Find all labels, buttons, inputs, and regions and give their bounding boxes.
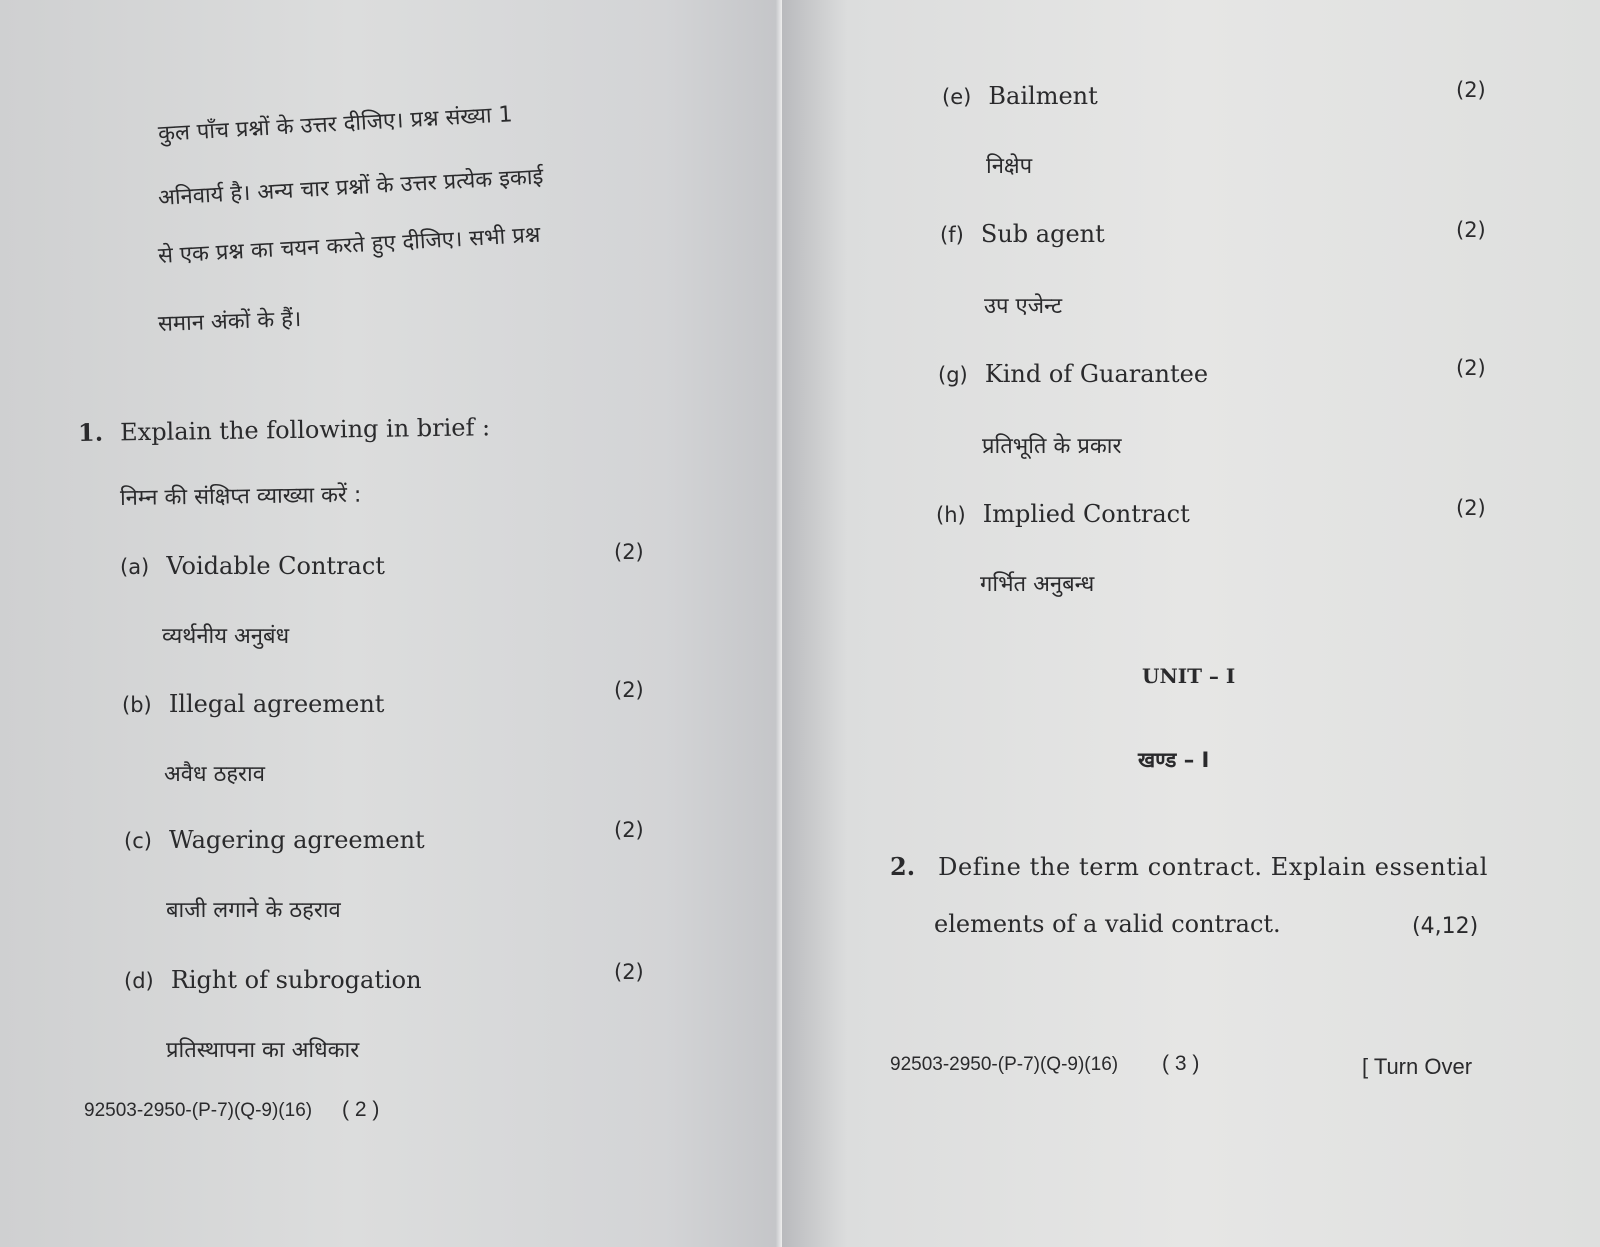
item-label: (c) (124, 829, 152, 853)
item-text-en: Kind of Guarantee (984, 360, 1209, 388)
item-marks: (2) (614, 960, 644, 984)
item-text-en: Right of subrogation (170, 966, 422, 994)
right-page (782, 0, 1600, 1247)
item-text-en: Bailment (988, 82, 1098, 110)
question-number: 2. (890, 852, 916, 881)
item-b (122, 690, 384, 718)
item-c (124, 826, 425, 854)
unit-heading-hi: खण्ड – I (1138, 748, 1210, 772)
question-text-line-1: Define the term contract. Explain essential (938, 853, 1488, 881)
page-number: ( 2 ) (342, 1098, 380, 1121)
question-number: 1. (77, 417, 104, 447)
item-marks: (2) (1456, 356, 1486, 380)
item-text-hi: उप एजेन्ट (984, 294, 1063, 319)
item-text-hi: अवैध ठहराव (164, 762, 265, 787)
item-text-en: Implied Contract (982, 500, 1190, 528)
turn-over: [ Turn Over (1362, 1054, 1473, 1079)
item-h (936, 500, 1190, 528)
question-text-en: Explain the following in brief : (119, 413, 491, 447)
item-a (120, 552, 385, 580)
instruction-line-4: समान अंकों के हैं। (157, 307, 302, 337)
item-text-en: Wagering agreement (169, 826, 425, 854)
instruction-line-2: अनिवार्य है। अन्य चार प्रश्नों के उत्तर प्रत्येक इकाई (157, 164, 544, 211)
item-text-en: Sub agent (980, 220, 1105, 248)
item-marks: (2) (1456, 78, 1486, 102)
item-label: (f) (940, 223, 964, 247)
page-number: ( 3 ) (1162, 1052, 1200, 1075)
item-marks: (2) (1456, 496, 1486, 520)
item-text-hi: निक्षेप (986, 154, 1033, 179)
item-d (124, 966, 422, 994)
question-text-hi: निम्न की संक्षिप्त व्याख्या करें : (119, 482, 362, 511)
paper-code: 92503-2950-(P-7)(Q-9)(16) (84, 1100, 313, 1121)
item-label: (d) (124, 969, 154, 993)
instruction-line-3: से एक प्रश्न का चयन करते हुए दीजिए। सभी प्रश्न (157, 222, 541, 269)
left-page (0, 0, 782, 1247)
item-label: (e) (942, 85, 972, 109)
question-1 (78, 412, 491, 447)
item-label: (g) (938, 363, 968, 387)
item-marks: (2) (614, 678, 644, 702)
instruction-line-1: कुल पाँच प्रश्नों के उत्तर दीजिए। प्रश्न संख्या 1 (157, 102, 514, 147)
paper-code: 92503-2950-(P-7)(Q-9)(16) (890, 1054, 1119, 1075)
item-e (942, 82, 1098, 110)
item-g (938, 360, 1208, 388)
item-label: (h) (936, 503, 966, 527)
item-marks: (2) (614, 540, 644, 564)
item-text-hi: गर्भित अनुबन्ध (980, 572, 1095, 597)
item-text-en: Voidable Contract (166, 552, 385, 580)
item-text-hi: प्रतिभूति के प्रकार (982, 434, 1122, 459)
unit-heading-en: UNIT – I (1142, 664, 1236, 688)
item-text-en: Illegal agreement (168, 690, 385, 718)
item-f (940, 220, 1105, 248)
question-text-line-2: elements of a valid contract. (934, 910, 1281, 938)
item-text-hi: व्यर्थनीय अनुबंध (162, 624, 290, 649)
item-text-hi: बाजी लगाने के ठहराव (166, 898, 341, 923)
item-marks: (2) (614, 818, 644, 842)
item-marks: (2) (1456, 218, 1486, 242)
question-2 (890, 852, 1488, 881)
item-text-hi: प्रतिस्थापना का अधिकार (166, 1038, 360, 1063)
item-label: (b) (122, 693, 152, 717)
item-label: (a) (120, 555, 150, 579)
question-marks: (4,12) (1412, 914, 1479, 939)
